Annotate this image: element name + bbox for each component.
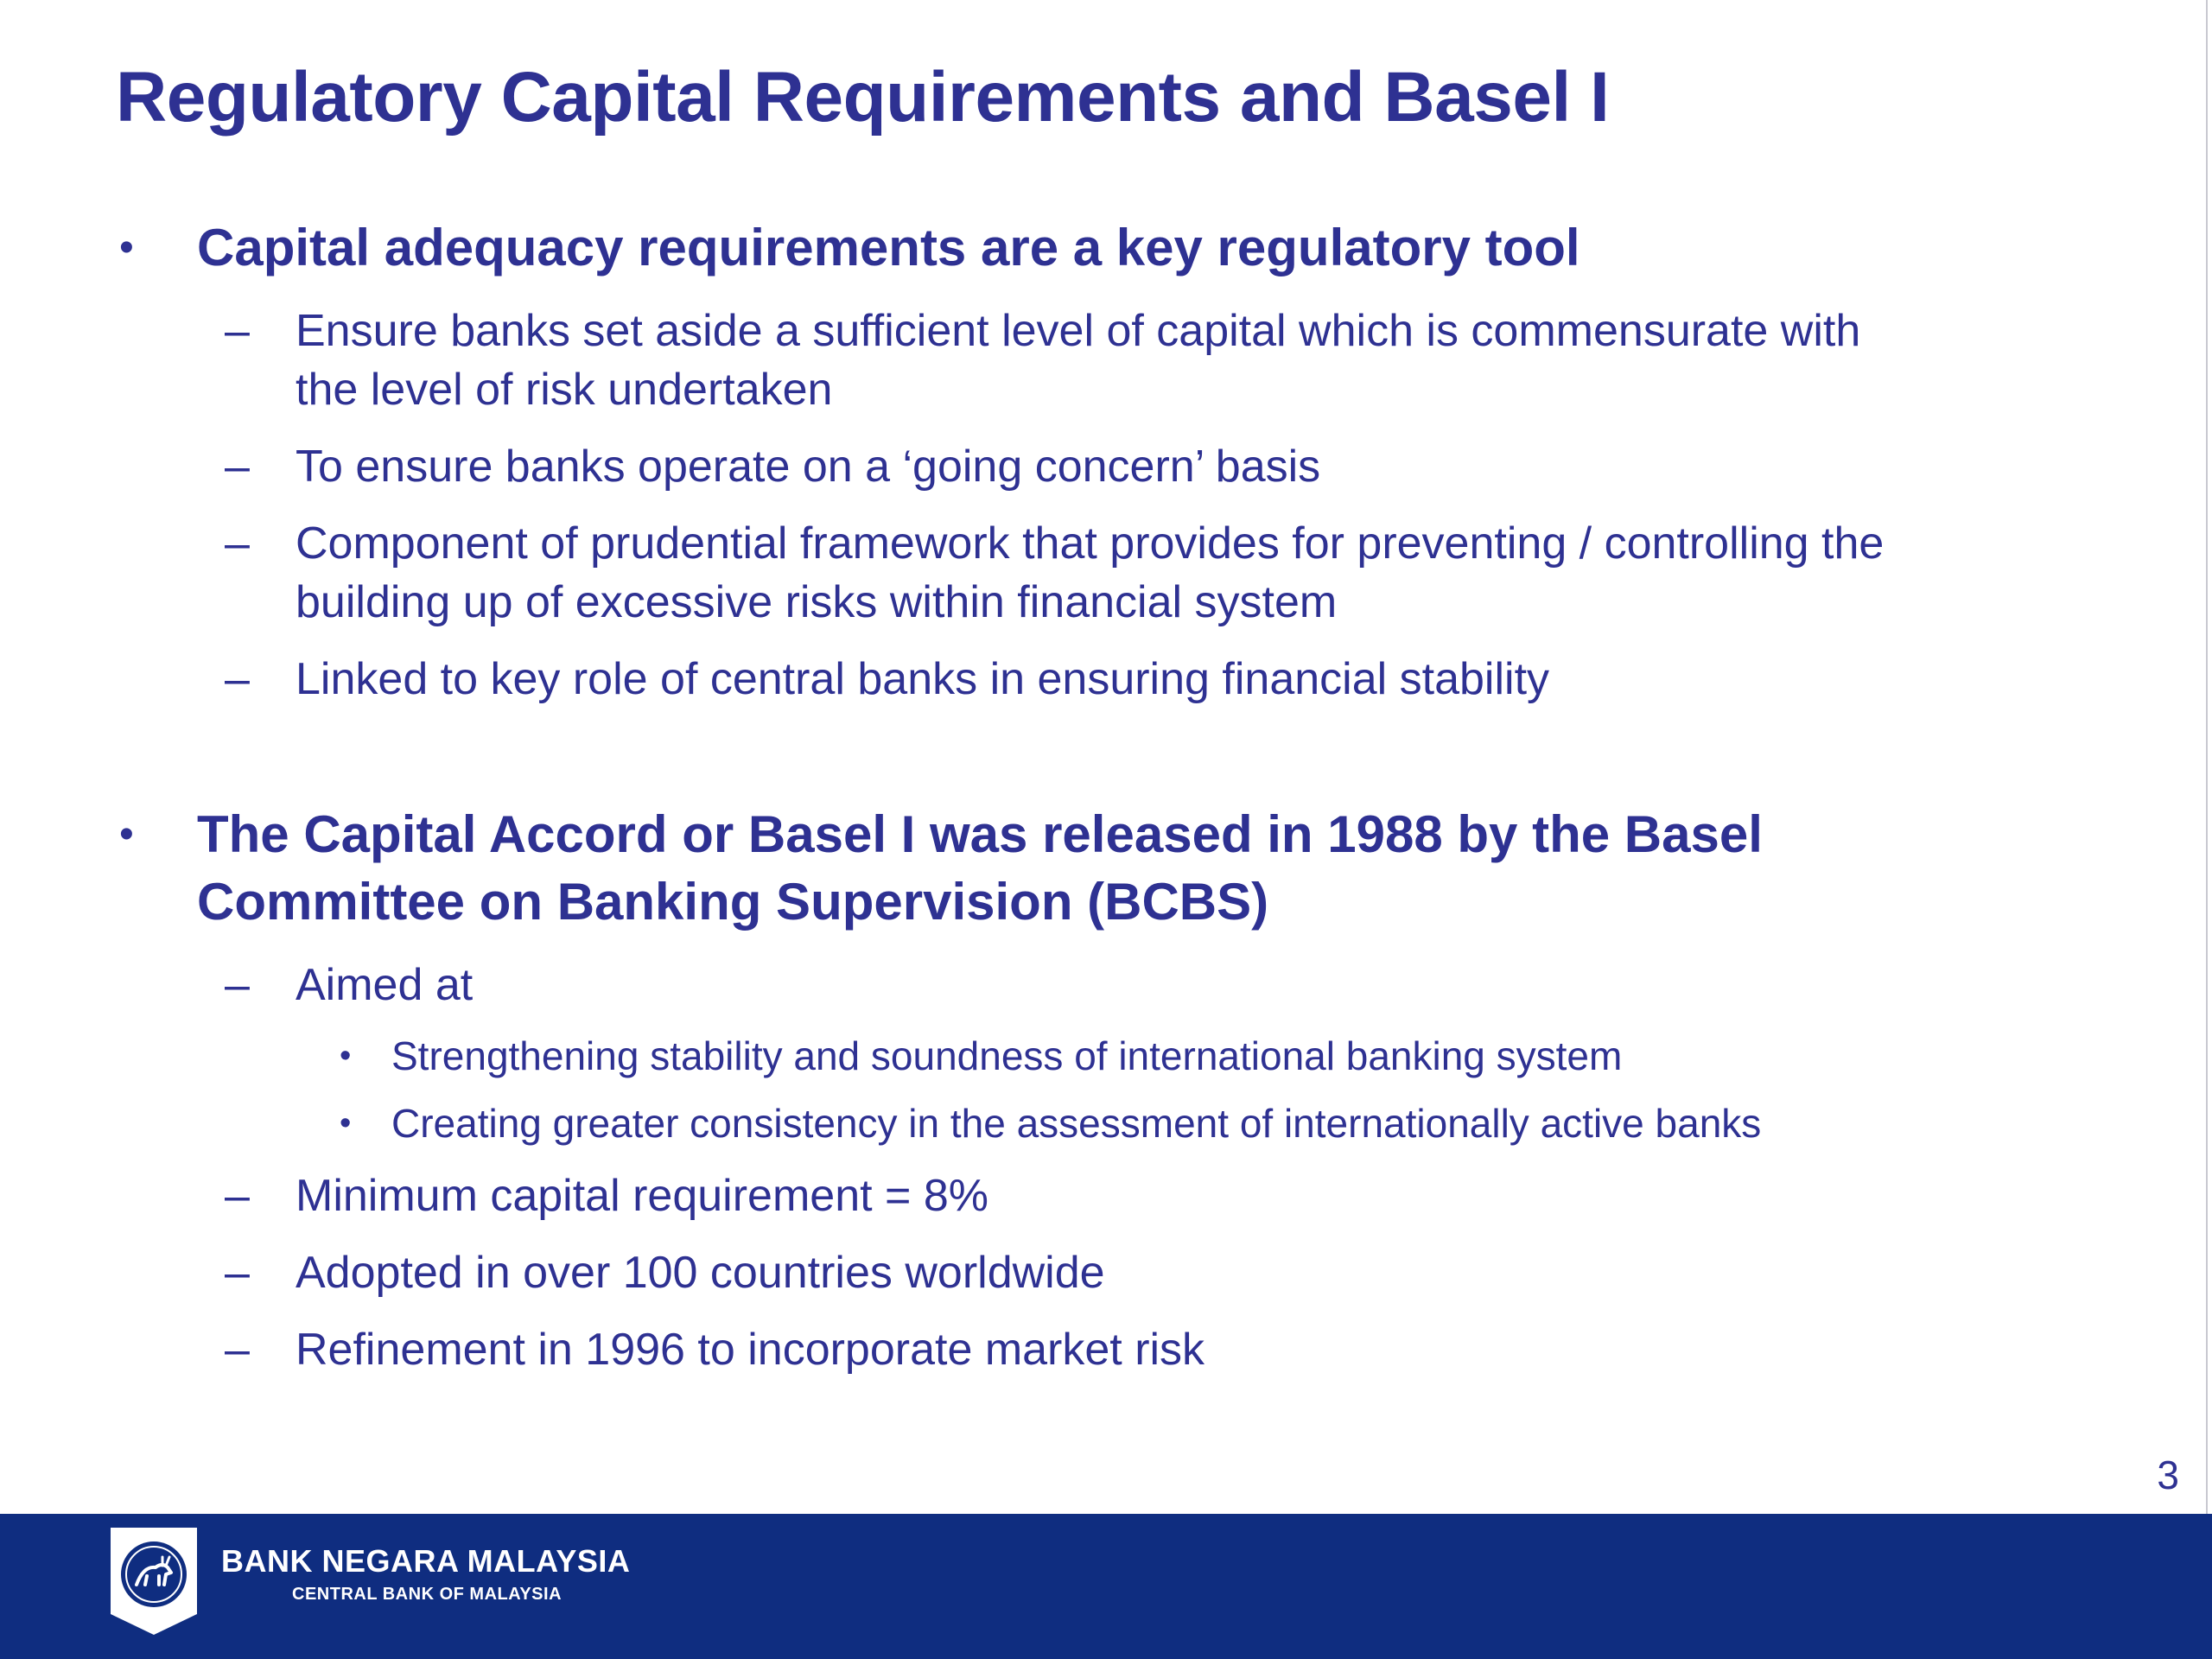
list-item-line: Minimum capital requirement = 8% <box>296 1171 988 1221</box>
dash-marker: – <box>225 960 250 1010</box>
brand-subtitle: CENTRAL BANK OF MALAYSIA <box>292 1585 563 1604</box>
list-item-line: Refinement in 1996 to incorporate market risk <box>296 1325 1205 1375</box>
list-item <box>225 437 1321 496</box>
section-1-heading <box>119 215 1580 281</box>
list-item-line: Component of prudential framework that provides for preventing / controlling the <box>296 518 1885 569</box>
sub-list-item <box>340 1030 1623 1082</box>
list-item <box>225 1243 1105 1302</box>
bullet-marker: • <box>119 811 134 857</box>
section-1-heading-line-1: Capital adequacy requirements are a key regulatory tool <box>197 219 1580 276</box>
slide-right-border <box>2206 0 2208 1514</box>
dash-marker: – <box>225 306 250 356</box>
list-item <box>225 302 1861 360</box>
section-2-heading-continuation <box>197 869 1268 935</box>
list-item-line: Aimed at <box>296 960 474 1010</box>
dash-marker: – <box>225 442 250 492</box>
list-item-line: the level of risk undertaken <box>296 365 833 415</box>
dash-marker: – <box>225 1171 250 1221</box>
section-2-heading <box>119 802 1763 868</box>
bullet-marker: • <box>340 1038 352 1074</box>
dash-marker: – <box>225 654 250 704</box>
bullet-marker: • <box>119 225 134 270</box>
brand-name: BANK NEGARA MALAYSIA <box>221 1543 631 1579</box>
list-item <box>225 514 1885 573</box>
list-item-line: Linked to key role of central banks in ensuring financial stability <box>296 654 1550 704</box>
list-item-line: To ensure banks operate on a ‘going concern’ basis <box>296 442 1321 492</box>
section-2-heading-line-1: The Capital Accord or Basel I was released in 1988 by the Basel <box>197 805 1763 863</box>
list-item-line: Ensure banks set aside a sufficient level of capital which is commensurate with <box>296 306 1861 356</box>
slide-title: Regulatory Capital Requirements and Basel I <box>116 58 1610 137</box>
section-2-heading-line-2: Committee on Banking Supervision (BCBS) <box>197 873 1269 931</box>
dash-marker: – <box>225 518 250 569</box>
list-item <box>225 1320 1205 1379</box>
list-item <box>225 956 474 1014</box>
sub-list-item-text: Creating greater consistency in the assessment of internationally active banks <box>391 1101 1762 1146</box>
bank-negara-crest-icon <box>111 1528 197 1635</box>
list-item-line: building up of excessive risks within financial system <box>296 577 1338 627</box>
sub-list-item-text: Strengthening stability and soundness of international banking system <box>391 1033 1623 1078</box>
list-item-continuation <box>296 573 1337 632</box>
list-item <box>225 650 1550 709</box>
list-item <box>225 1166 988 1225</box>
dash-marker: – <box>225 1248 250 1298</box>
bullet-marker: • <box>340 1105 352 1141</box>
list-item-line: Adopted in over 100 countries worldwide <box>296 1248 1105 1298</box>
sub-list-item <box>340 1097 1762 1149</box>
page-number: 3 <box>2157 1452 2179 1497</box>
dash-marker: – <box>225 1325 250 1375</box>
list-item-continuation <box>296 360 832 419</box>
